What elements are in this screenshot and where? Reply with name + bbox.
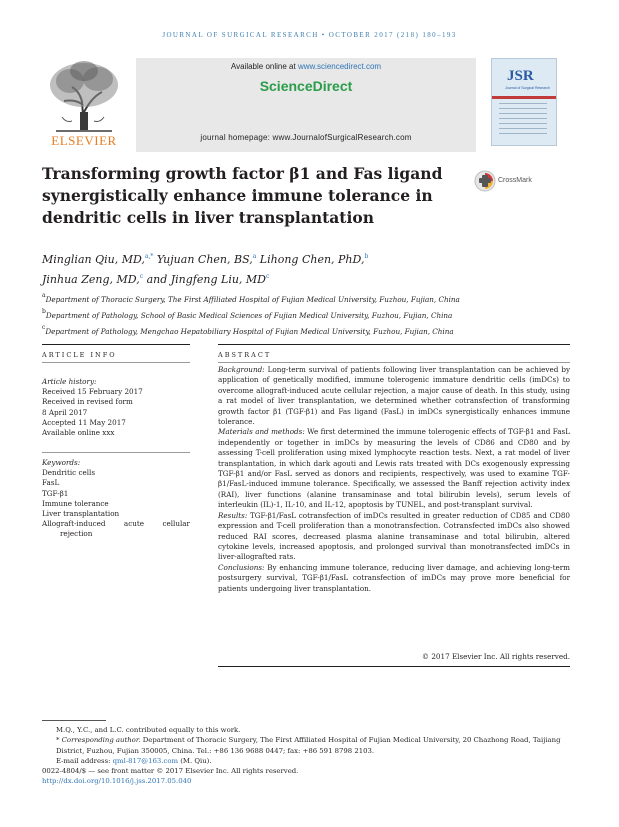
affiliation <box>42 322 562 338</box>
cover-text-lines <box>499 103 547 138</box>
affiliation <box>42 306 562 322</box>
abstract-results <box>218 511 570 563</box>
abstract-conclusions <box>218 563 570 594</box>
affiliation-mark: c <box>42 324 46 331</box>
publisher-name: ELSEVIER <box>51 133 117 148</box>
available-online <box>136 62 476 71</box>
author-name[interactable]: Yujuan Chen, BS, <box>153 253 253 266</box>
abstract-heading: ABSTRACT <box>218 351 272 359</box>
keyword: Liver transplantation <box>42 509 120 519</box>
author-affil-mark: c <box>139 273 144 280</box>
results-text: TGF-β1/FasL cotransfection of imDCs resulted in greater reduction of CD85 and CD80 expression and T-cell proliferation than a monotransfection. Cotransfected imDCs also showed reduced RAI scores, decreased plasma alanine transaminase and total bilirubin, altered cytokine levels, increased apoptosis, and prolonged survival than monotransfected imDCs in liver-allografted rats. <box>218 510 570 562</box>
corresponding-text: Department of Thoracic Surgery, The First Affiliated Hospital of Fujian Medical University, 20 Chazhong Road, Taijiang District, Fuzhou, Fujian 350005, China. Tel.: +86 136 9688 0447; fax: +86 591 8798 2103. <box>56 736 561 755</box>
author-name[interactable]: Jinhua Zeng, MD, <box>42 273 140 286</box>
sciencedirect-brand: ScienceDirect <box>259 78 353 94</box>
author-name[interactable]: Lihong Chen, PhD, <box>256 253 365 266</box>
keywords-label: Keywords: <box>42 458 81 467</box>
article-title: Transforming growth factor β1 and Fas ligand synergistically enhance immune tolerance in dendritic cells in liver transplantation <box>42 164 443 227</box>
conclusions-text: By enhancing immune tolerance, reducing liver damage, and achieving long-term postsurgery survival, TGF-β1/FasL cotransfection of imDCs may prove more beneficial for patients undergoing liver transplantation. <box>218 562 570 593</box>
journal-homepage <box>136 133 476 142</box>
keywords-rule <box>42 452 190 453</box>
keywords <box>42 458 190 540</box>
corresponding-label: Corresponding author. <box>61 736 141 745</box>
abstract-body <box>218 365 570 594</box>
info-sub-rule <box>42 362 190 363</box>
abstract-background <box>218 365 570 427</box>
author-list <box>42 248 462 288</box>
history-item: Received in revised form <box>42 397 133 407</box>
abstract-sub-rule <box>218 362 570 363</box>
abstract-copyright: © 2017 Elsevier Inc. All rights reserved. <box>421 652 570 661</box>
history-item: Received 15 February 2017 <box>42 387 143 397</box>
cover-logo: JSR <box>507 68 534 84</box>
email-suffix: (M. Qiu). <box>178 756 212 765</box>
keyword: Dendritic cells <box>42 468 96 478</box>
email-link[interactable]: qml-817@163.com <box>112 756 179 765</box>
affiliation-mark: a <box>42 292 46 299</box>
equal-contribution-note: M.Q., Y.C., and L.C. contributed equally to this work. <box>56 726 241 734</box>
keyword: TGF-β1 <box>42 488 69 498</box>
journal-running-header: JOURNAL OF SURGICAL RESEARCH • OCTOBER 2017 (218) 180–193 <box>162 31 457 39</box>
history-item: Accepted 11 May 2017 <box>42 417 126 427</box>
history-item: 8 April 2017 <box>42 407 88 417</box>
conclusions-label: Conclusions: <box>218 562 265 572</box>
history-item: Available online xxx <box>42 428 115 438</box>
footnotes <box>42 725 582 787</box>
cover-band <box>492 96 556 99</box>
homepage-prefix: journal homepage: <box>200 133 271 142</box>
background-label: Background: <box>218 365 265 374</box>
email-note <box>42 756 582 766</box>
affiliation-text: Department of Thoracic Surgery, The First Affiliated Hospital of Fujian Medical University, Fuzhou, Fujian, China <box>45 295 460 304</box>
author-affil-mark: a,* <box>144 253 154 260</box>
author-name[interactable]: Minglian Qiu, MD, <box>42 253 145 266</box>
author-affil-mark: c <box>266 273 270 280</box>
corresponding-marker: * <box>56 736 60 745</box>
available-prefix: Available online at <box>230 62 296 71</box>
background-text: Long-term survival of patients following liver transplantation can be achieved by application of genetically modified, immune tolerogenic immature dendritic cells (imDCs) to overcome allograft-induced acute cellular rejection, a major cause of death. In this study, using a rat model of liver transplantation, we determined whether cotransfection of transforming growth factor β1 (TGF-β1) and Fas ligand (FasL) in imDCs synergistically enhances immune tolerance. <box>218 365 570 427</box>
cover-subtitle: Journal of Surgical Research <box>505 86 550 90</box>
affiliation-text: Department of Pathology, School of Basic Medical Sciences of Fujian Medical University, Fuzhou, Fujian, China <box>45 311 453 320</box>
keyword: Allograft-induced acute cellular <box>42 519 190 529</box>
history-label: Article history: <box>42 377 97 386</box>
journal-homepage-link[interactable]: www.JournalofSurgicalResearch.com <box>272 133 412 142</box>
sciencedirect-link[interactable]: www.sciencedirect.com <box>297 62 382 71</box>
affiliation-mark: b <box>42 308 46 315</box>
methods-text: We first determined the immune tolerogenic effects of TGF-β1 and FasL independently or together in imDCs by measuring the levels of CD86 and CD80 and by assessing T-cell proliferation using mixed lymphocyte reaction tests. Next, a rat model of liver transplantation, in which dark agouti and Lewis rats treated with DCs exogenously expressing TGF-β1 and/or FasL served as donors and recipients, respectively, was used to examine TGF-β1/FasL-induced immune tolerance. Specifically, we assessed the Banff rejection activity index (RAI), liver functions (alanine transaminase and total bilirubin levels), serum levels of interleukin (IL)-1, IL-10, and IL-12, apoptosis by TUNEL, and post-transplant survival. <box>218 427 570 510</box>
methods-label: Materials and methods: <box>218 427 305 437</box>
keyword-continuation: rejection <box>60 529 93 539</box>
doi-link[interactable]: http://dx.doi.org/10.1016/j.jss.2017.05.040 <box>42 777 192 786</box>
keyword: FasL <box>42 478 60 488</box>
abstract-methods <box>218 427 570 510</box>
affiliations <box>42 290 562 338</box>
crossmark-label[interactable]: CrossMark <box>498 177 532 184</box>
author-affil-mark: b <box>364 253 369 260</box>
abstract-bottom-rule <box>218 666 570 667</box>
keyword: Immune tolerance <box>42 498 109 508</box>
article-history <box>42 377 190 438</box>
affiliation-text: Department of Pathology, Mengchao Hepatobiliary Hospital of Fujian Medical University, Fuzhou, Fujian, China <box>45 327 454 336</box>
crossmark-icon[interactable] <box>474 170 496 192</box>
abstract-top-rule <box>218 344 570 345</box>
article-info-heading: ARTICLE INFO <box>42 351 117 359</box>
results-label: Results: <box>218 510 248 520</box>
footnote-rule <box>42 720 106 721</box>
issn-line: 0022-4804/$ — see front matter © 2017 Elsevier Inc. All rights reserved. <box>42 767 299 776</box>
author-name[interactable]: and Jingfeng Liu, MD <box>143 273 266 286</box>
email-label: E-mail address: <box>56 756 111 765</box>
info-top-rule <box>42 344 190 345</box>
corresponding-author-note <box>42 735 582 756</box>
affiliation <box>42 290 562 306</box>
author-affil-mark: a <box>252 253 257 260</box>
